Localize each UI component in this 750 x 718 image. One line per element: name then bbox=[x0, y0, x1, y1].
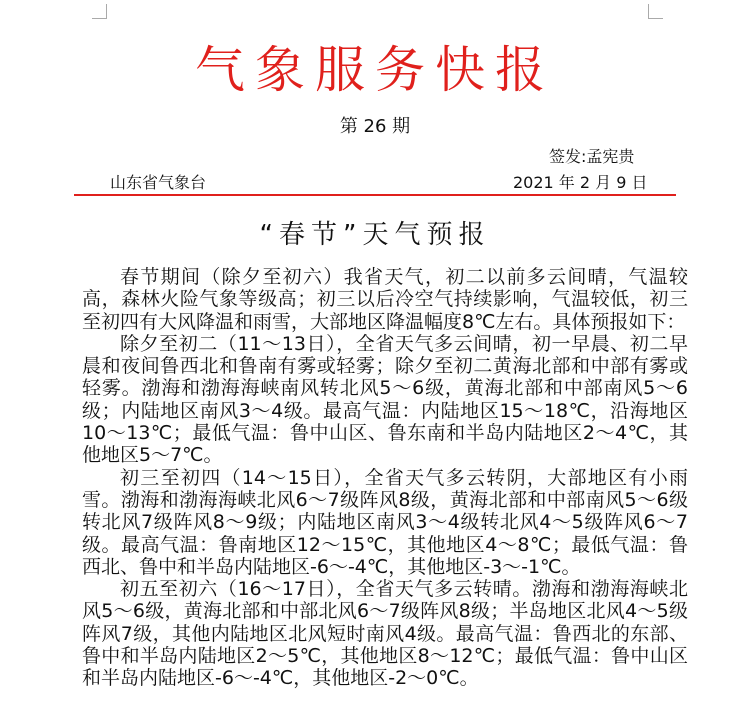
header-divider bbox=[74, 194, 676, 196]
article-headline: “春节”天气预报 bbox=[259, 220, 491, 250]
article-body bbox=[82, 266, 688, 690]
paragraph-period-1: 除夕至初二（11～13日），全省天气多云间晴，初一早晨、初二早晨和夜间鲁西北和鲁南有雾或轻雾；除夕至初二黄海北部和中部有雾或轻雾。渤海和渤海海峡南风转北风5～6级，黄海北部和中部南风5～6级；内陆地区南风3～4级。最高气温：内陆地区15～18℃，沿海地区10～13℃；最低气温：鲁中山区、鲁东南和半岛内陆地区2～4℃，其他地区5～7℃。 bbox=[82, 332, 688, 467]
page-corner-mark-right bbox=[648, 4, 663, 19]
issuer-signature: 签发:孟宪贵 bbox=[549, 147, 635, 166]
organization-name: 山东省气象台 bbox=[110, 173, 207, 192]
bulletin-title: 气象服务快报 bbox=[195, 41, 555, 99]
page-corner-mark-left bbox=[92, 4, 107, 19]
issue-date: 2021 年 2 月 9 日 bbox=[513, 173, 648, 192]
paragraph-summary: 春节期间（除夕至初六）我省天气，初二以前多云间晴，气温较高，森林火险气象等级高；初三以后冷空气持续影响，气温较低，初三至初四有大风降温和雨雪，大部地区降温幅度8℃左右。具体预报如下： bbox=[82, 266, 688, 333]
paragraph-period-3: 初五至初六（16～17日），全省天气多云转晴。渤海和渤海海峡北风5～6级，黄海北部和中部北风6～7级阵风8级；半岛地区北风4～5级阵风7级，其他内陆地区北风短时南风4级。最高气温：鲁西北的东部、鲁中和半岛内陆地区2～5℃，其他地区8～12℃；最低气温：鲁中山区和半岛内陆地区-6～-4℃，其他地区-2～0℃。 bbox=[82, 578, 688, 690]
paragraph-period-2: 初三至初四（14～15日），全省天气多云转阴，大部地区有小雨雪。渤海和渤海海峡北风6～7级阵风8级，黄海北部和中部南风5～6级转北风7级阵风8～9级；内陆地区南风3～4级转北风4～5级阵风6～7级。最高气温：鲁南地区12～15℃，其他地区4～8℃；最低气温：鲁西北、鲁中和半岛内陆地区-6～-4℃，其他地区-3～-1℃。 bbox=[82, 466, 688, 578]
issue-number: 第 26 期 bbox=[339, 116, 411, 137]
